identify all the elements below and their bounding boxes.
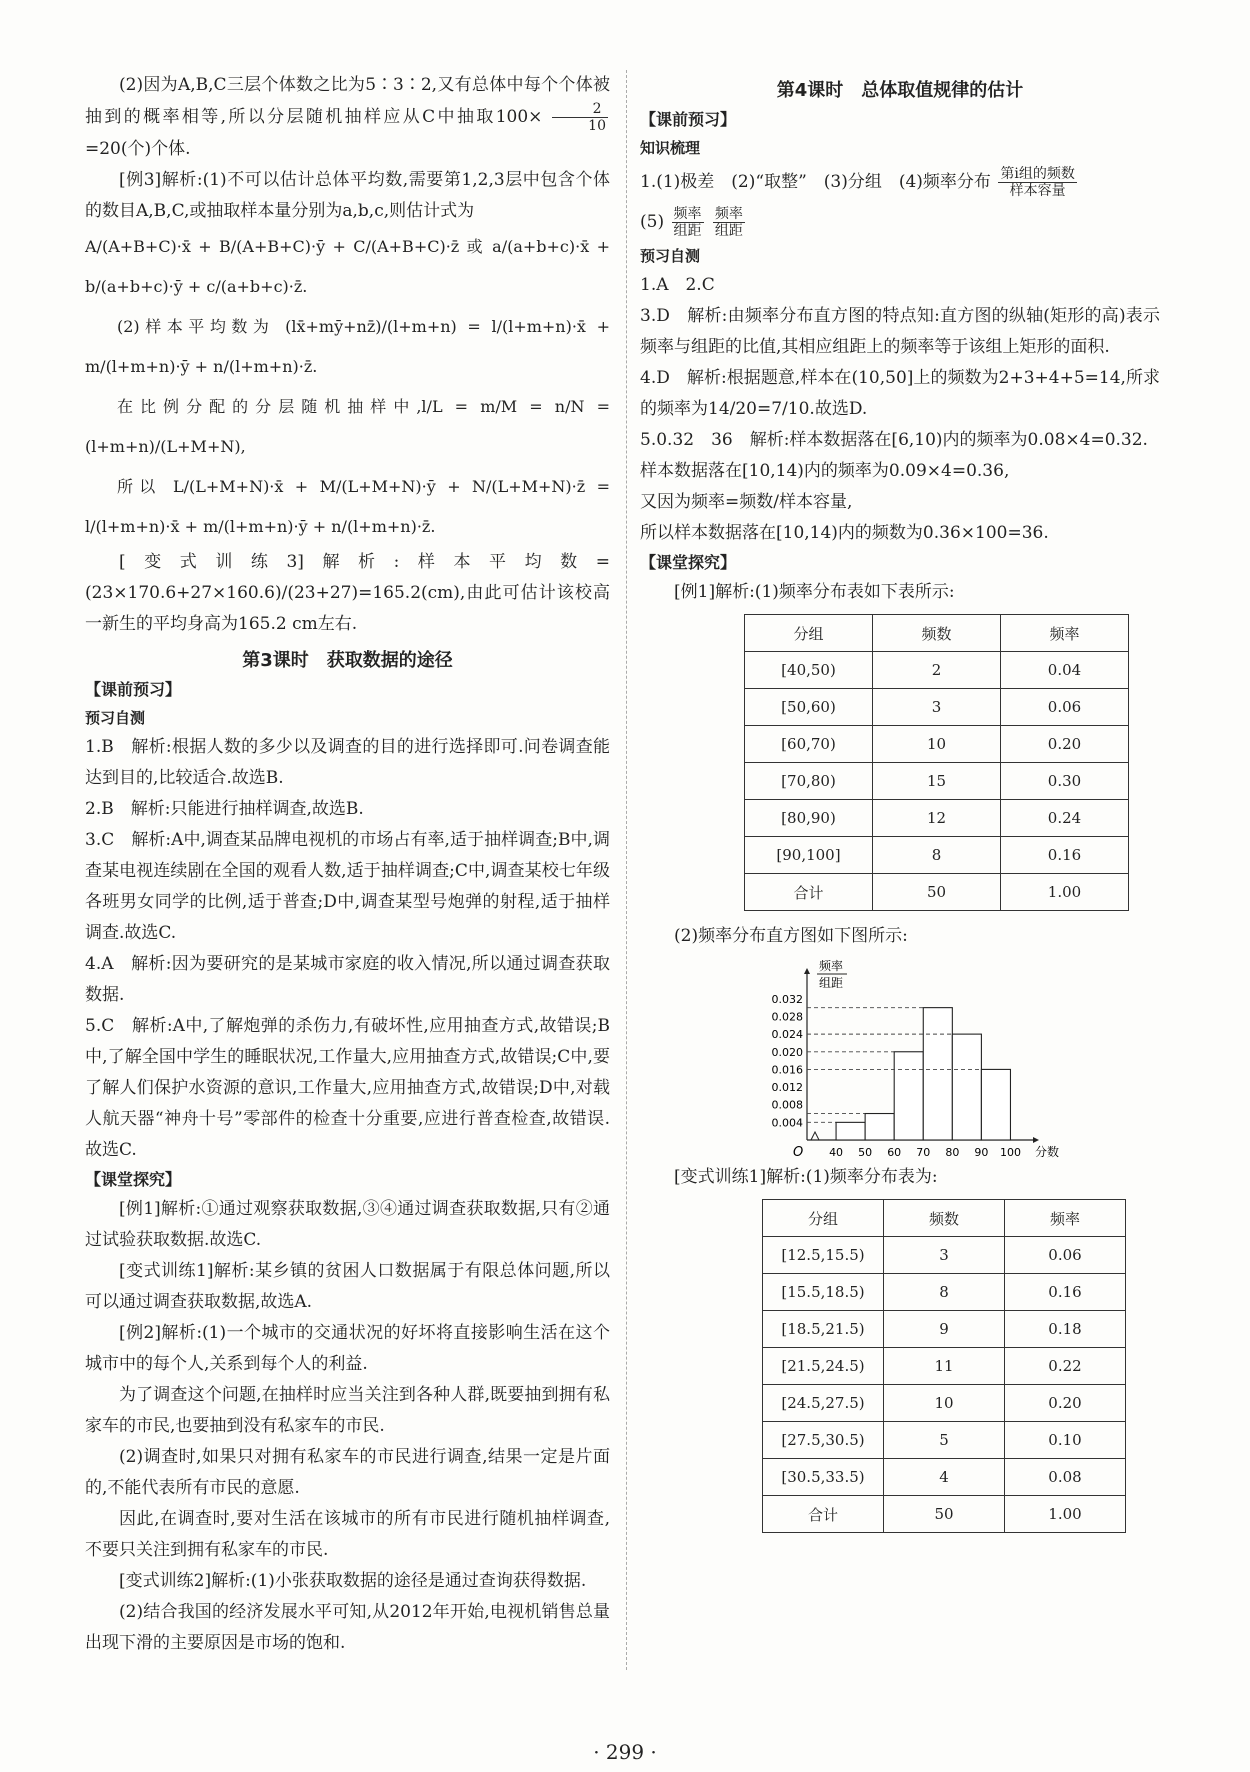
y-axis-label-denominator: 组距 [819,976,844,990]
column-divider [626,70,627,1670]
fraction: $\frac{\text{频率}}{\text{组距}}$ [714,206,743,239]
table-cell: [24.5,27.5) [763,1385,884,1422]
table-cell: 0.30 [1001,763,1129,800]
formula-estimate: A/(A+B+C)·x̄ + B/(A+B+C)·ȳ + C/(A+B+C)·z̄ 或 a/(a+b+c)·x̄ + b/(a+b+c)·ȳ + c/(a+b+c)·z̄. [85,237,610,296]
table-row [763,1385,1126,1422]
table-row [763,1496,1126,1533]
frequency-histogram [755,952,1060,1162]
tag-preview: 【课前预习】 [85,680,182,699]
table-cell: 50 [884,1496,1005,1533]
answer-item: 1.B 解析:根据人数的多少以及调查的目的进行选择即可.问卷调查能达到目的,比较适合.故选B. [85,737,610,788]
table-cell: 频数 [873,615,1001,652]
table-cell: 0.24 [1001,800,1129,837]
table-row [763,1422,1126,1459]
y-tick-label: 0.032 [771,992,803,1006]
table-row [745,726,1129,763]
table-cell: 2 [873,652,1001,689]
table-row [745,763,1129,800]
table-cell: 8 [884,1274,1005,1311]
table-cell: 0.20 [1005,1385,1126,1422]
answer-5-line4: 所以样本数据落在[10,14)内的频数为0.36×100=36. [640,523,1049,543]
table-cell: 10 [884,1385,1005,1422]
answer-item: 2.B 解析:只能进行抽样调查,故选B. [85,799,364,819]
table-cell: 合计 [763,1496,884,1533]
variant-2-part1: [变式训练2]解析:(1)小张获取数据的途径是通过查询获得数据. [119,1571,587,1591]
right-column [640,70,1160,1543]
table-cell: [70,80) [745,763,873,800]
y-tick-label: 0.004 [771,1116,803,1130]
table-row [745,652,1129,689]
answer-item: 4.A 解析:因为要研究的是某城市家庭的收入情况,所以通过调查获取数据. [85,954,610,1005]
answer-5-line1: 5.0.32 36 解析:样本数据落在[6,10)内的频率为0.08×4=0.32. [640,430,1148,450]
histogram-bar [894,1052,923,1140]
origin-label: O [793,1145,804,1160]
table-cell: 频率 [1001,615,1129,652]
sub-knowledge: 知识梳理 [640,139,701,157]
table-cell: 3 [873,689,1001,726]
table-cell: 0.16 [1005,1274,1126,1311]
table-cell: 合计 [745,874,873,911]
x-tick-label: 40 [829,1146,844,1159]
table-cell: 11 [884,1348,1005,1385]
histogram-bar [981,1069,1010,1140]
table-cell: [21.5,24.5) [763,1348,884,1385]
y-tick-label: 0.008 [771,1098,803,1112]
table-cell: [50,60) [745,689,873,726]
table-cell: [90,100] [745,837,873,874]
table-cell: [80,90) [745,800,873,837]
answer-5-line2: 样本数据落在[10,14)内的频率为0.09×4=0.36, [640,461,1010,481]
y-tick-label: 0.024 [771,1028,803,1042]
answer-item: 3.C 解析:A中,调查某品牌电视机的市场占有率,适于抽样调查;B中,调查某电视连续剧在全国的观看人数,适于抽样调查;C中,调查某校七年级各班男女同学的比例,适于普查;D中,调查某型号炮弹的射程,适于抽样调查.故选C. [85,830,610,943]
tag-explore: 【课堂探究】 [85,1170,182,1189]
table-cell: 8 [873,837,1001,874]
table-cell: 10 [873,726,1001,763]
formula-conclusion: 所以 L/(L+M+N)·x̄ + M/(L+M+N)·ȳ + N/(L+M+N)·z̄ = l/(l+m+n)·x̄ + m/(l+m+n)·ȳ + n/(l+m+n)·z̄. [85,477,610,536]
fraction: $\frac{\text{第i组的频数}}{\text{样本容量}}$ [1000,166,1075,199]
example-2-part4: 因此,在调查时,要对生活在该城市的所有市民进行随机抽样调查,不要只关注到拥有私家车的市民. [85,1509,610,1560]
knowledge-5: (5) $\frac{\text{频率}}{\text{组距}}$ $\frac{\text{频率}}{\text{组距}}$ [640,206,743,239]
histogram-bar [865,1114,894,1140]
table-cell: 1.00 [1001,874,1129,911]
y-tick-label: 0.028 [771,1010,803,1024]
histogram-bar [952,1034,981,1140]
table-cell: 1.00 [1005,1496,1126,1533]
table-cell: 0.06 [1005,1237,1126,1274]
x-tick-label: 100 [999,1146,1021,1159]
frequency-table-1 [744,614,1129,911]
y-tick-label: 0.016 [771,1063,803,1077]
answer-item: 5.C 解析:A中,了解炮弹的杀伤力,有破坏性,应用抽查方式,故错误;B中,了解全国中学生的睡眠状况,工作量大,应用抽查方式,故错误;C中,要了解人们保护水资源的意识,工作量大,应用抽查方式,故错误;D中,对载人航天器“神舟十号”零部件的检查十分重要,应进行普查检查,故错误.故选C. [85,1016,610,1160]
tag-preview: 【课前预习】 [640,110,737,129]
sub-selftest: 预习自测 [85,709,146,727]
table-cell: 频率 [1005,1200,1126,1237]
table-cell: 分组 [745,615,873,652]
histogram-intro: (2)频率分布直方图如下图所示: [674,926,908,946]
left-column [85,70,610,1659]
table-cell: [15.5,18.5) [763,1274,884,1311]
answer-3: 3.D 解析:由频率分布直方图的特点知:直方图的纵轴(矩形的高)表示频率与组距的比值,其相应组距上的频率等于该组上矩形的面积. [640,306,1160,357]
y-tick-label: 0.012 [771,1081,803,1095]
table-cell: 15 [873,763,1001,800]
table-cell: 0.10 [1005,1422,1126,1459]
table-row [745,800,1129,837]
table-cell: 频数 [884,1200,1005,1237]
example-2-part2: 为了调查这个问题,在抽样时应当关注到各种人群,既要抽到拥有私家车的市民,也要抽到没有私家车的市民. [85,1385,610,1436]
x-axis-label: 分数 [1035,1145,1060,1159]
x-tick-label: 60 [887,1146,902,1159]
example-2-part3: (2)调查时,如果只对拥有私家车的市民进行调查,结果一定是片面的,不能代表所有市民的意愿. [85,1447,610,1498]
variant-1: [变式训练1]解析:某乡镇的贫困人口数据属于有限总体问题,所以可以通过调查获取数据,故选A. [85,1261,610,1312]
table-cell: 0.08 [1005,1459,1126,1496]
y-axis-label-numerator: 频率 [819,959,844,973]
y-tick-label: 0.020 [771,1045,803,1059]
answer-5-line3: 又因为频率=频数/样本容量, [640,492,853,512]
answer-1-2: 1.A 2.C [640,275,715,295]
variant-1-intro: [变式训练1]解析:(1)频率分布表为: [674,1167,938,1187]
table-cell: [30.5,33.5) [763,1459,884,1496]
table-cell: 分组 [763,1200,884,1237]
section-3-title: 第3课时 获取数据的途径 [242,650,453,671]
x-tick-label: 80 [945,1146,960,1159]
formula-proportion: 在比例分配的分层随机抽样中,l/L = m/M = n/N = (l+m+n)/(L+M+N), [85,397,610,456]
variant-2-part2: (2)结合我国的经济发展水平可知,从2012年开始,电视机销售总量出现下滑的主要原因是市场的饱和. [85,1602,610,1653]
formula-sample-mean: (2)样本平均数为 (lx̄+mȳ+nz̄)/(l+m+n) = l/(l+m+n)·x̄ + m/(l+m+n)·ȳ + n/(l+m+n)·z̄. [85,317,610,376]
x-tick-label: 70 [916,1146,931,1159]
table-cell: [18.5,21.5) [763,1311,884,1348]
y-axis-arrow [804,968,810,974]
x-tick-label: 50 [858,1146,873,1159]
table-cell: 0.04 [1001,652,1129,689]
table-row [763,1459,1126,1496]
fraction: $\frac{2}{10}$ [552,101,608,134]
example-2-part1: [例2]解析:(1)一个城市的交通状况的好坏将直接影响生活在这个城市中的每个人,关系到每个人的利益. [85,1323,610,1374]
table-cell: 0.20 [1001,726,1129,763]
table-header [745,615,1129,652]
axis-break [811,1132,836,1140]
table-cell: [27.5,30.5) [763,1422,884,1459]
table-cell: 0.06 [1001,689,1129,726]
page-number: · 299 · [593,1740,657,1764]
table-cell: 4 [884,1459,1005,1496]
knowledge-1: 1.(1)极差 (2)“取整” (3)分组 (4)频率分布 $\frac{\text{第i组的频数}}{\text{样本容量}}$ [640,166,1075,199]
tag-explore: 【课堂探究】 [640,553,737,572]
table-cell: 0.22 [1005,1348,1126,1385]
table-cell: [60,70) [745,726,873,763]
paragraph-sampling: (2)因为A,B,C三层个体数之比为5∶3∶2,又有总体中每个个体被抽到的概率相等,所以分层随机抽样应从C中抽取100× $\frac{2}{10}$ =20(个)个体. [85,75,610,159]
variant-3: [变式训练3]解析:样本平均数=(23×170.6+27×160.6)/(23+27)=165.2(cm),由此可估计该校高一新生的平均身高为165.2 cm左右. [85,552,610,634]
fraction: $\frac{\text{频率}}{\text{组距}}$ [673,206,702,239]
example-1: [例1]解析:①通过观察获取数据,③④通过调查获取数据,只有②通过试验获取数据.故选C. [85,1199,610,1250]
example-1-intro: [例1]解析:(1)频率分布表如下表所示: [674,582,955,602]
table-cell: 3 [884,1237,1005,1274]
table-cell: 0.18 [1005,1311,1126,1348]
x-axis-arrow [1033,1137,1039,1143]
table-cell: 0.16 [1001,837,1129,874]
table-cell: 12 [873,800,1001,837]
table-header [763,1200,1126,1237]
frequency-table-2 [762,1199,1126,1533]
table-row [745,874,1129,911]
table-row [763,1274,1126,1311]
table-cell: 5 [884,1422,1005,1459]
x-tick-label: 90 [974,1146,989,1159]
table-cell: [40,50) [745,652,873,689]
table-cell: 50 [873,874,1001,911]
table-row [763,1348,1126,1385]
histogram-bar [836,1122,865,1140]
table-row [745,689,1129,726]
table-row [745,837,1129,874]
table-row [763,1311,1126,1348]
sub-selftest: 预习自测 [640,247,701,265]
answer-4: 4.D 解析:根据题意,样本在(10,50]上的频数为2+3+4+5=14,所求的频率为14/20=7/10.故选D. [640,368,1160,419]
section-4-title: 第4课时 总体取值规律的估计 [776,80,1024,101]
table-cell: 9 [884,1311,1005,1348]
table-row [763,1237,1126,1274]
table-cell: [12.5,15.5) [763,1237,884,1274]
histogram-bar [923,1008,952,1140]
example-3: [例3]解析:(1)不可以估计总体平均数,需要第1,2,3层中包含个体的数目A,B,C,或抽取样本量分别为a,b,c,则估计式为 [85,170,610,221]
